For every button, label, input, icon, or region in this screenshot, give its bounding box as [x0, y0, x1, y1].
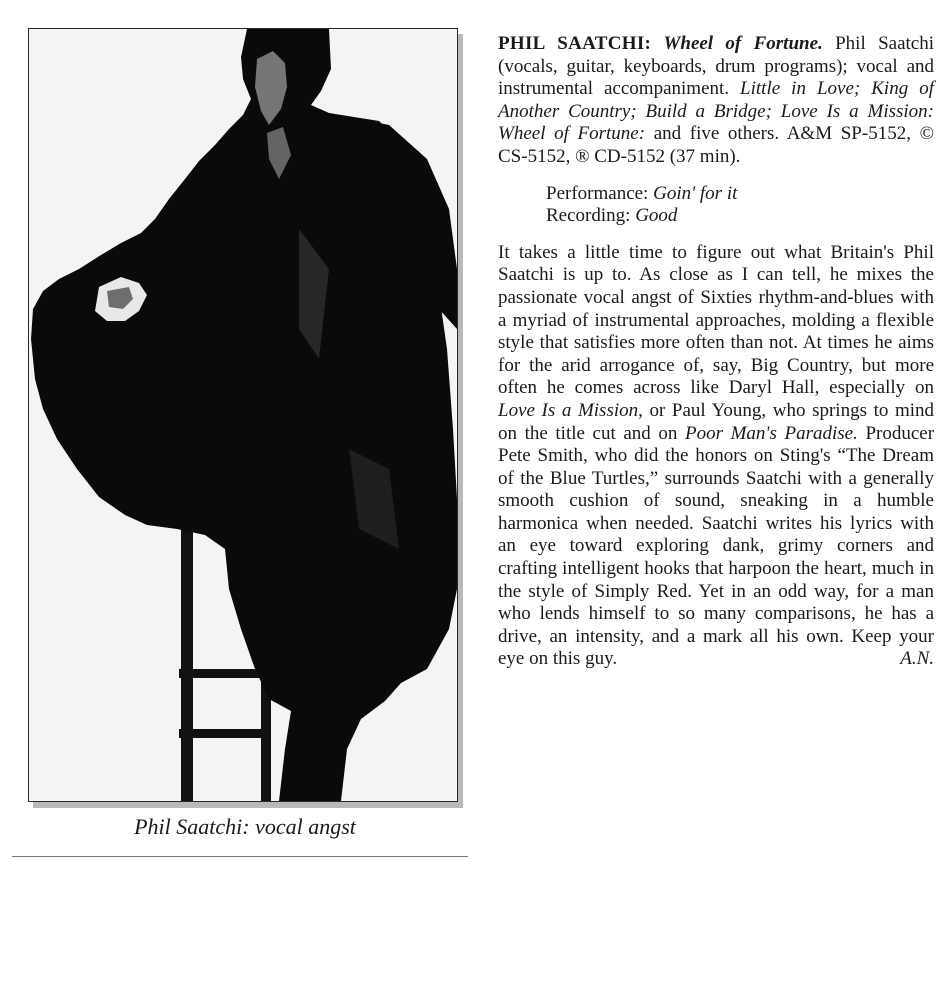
- recording-value: Good: [635, 205, 678, 227]
- ratings-block: [546, 183, 934, 228]
- track-list: Little in Love; King of Another Country; Build a Bridge; Love Is a Mission: Wheel of Fortune:: [498, 78, 934, 145]
- performance-rating: [546, 183, 934, 206]
- review-body: [498, 242, 934, 671]
- body-part-3: Producer Pete Smith, who did the honors on Sting's “The Dream of the Blue Turtles,” surrounds Saatchi with a generally smooth cushion of sound, sneaking in a humble harmonica when needed. Saatchi writes his lyrics with an eye toward exploring dank, grimy corners and crafting intelligent hooks that harpoon the heart, much in the style of Simply Red. Yet in an odd way, for a man who lends himself to so many comparisons, he has a drive, an intensity, and a mark all his own. Keep your eye on this guy.: [498, 422, 935, 670]
- recording-label: Recording:: [546, 205, 631, 227]
- artist-silhouette: [29, 29, 457, 801]
- body-part-1: It takes a little time to figure out what Britain's Phil Saatchi is up to. As close as I can tell, he mixes the passionate vocal angst of Sixties rhythm-and-blues with a myriad of instrumental approaches, molding a flexible style that satisfies more often than not. At times he aims for the arid arrogance of, say, Big Country, but more often he comes across like Daryl Hall, especially on: [498, 241, 934, 399]
- review-article: [498, 33, 934, 671]
- caption-divider: [12, 856, 468, 857]
- recording-rating: [546, 205, 934, 228]
- reviewer-initials: A.N.: [900, 648, 934, 670]
- photo-caption: Phil Saatchi: vocal angst: [134, 814, 356, 839]
- song-title-2: Poor Man's Paradise.: [685, 422, 858, 444]
- artist-photo: [28, 28, 458, 802]
- album-credits: [498, 33, 934, 169]
- body-part-2: , or Paul Young, who springs to mind on the title cut and on: [498, 399, 935, 444]
- performance-label: Performance:: [546, 182, 649, 204]
- song-title-1: Love Is a Mission: [498, 399, 639, 421]
- catalog-info: and five others. A&M SP-5152, © CS-5152, ® CD-5152 (37 min).: [498, 123, 935, 167]
- performance-value: Goin' for it: [653, 182, 738, 204]
- album-title: Wheel of Fortune.: [663, 33, 823, 54]
- credits-text: Phil Saatchi (vocals, guitar, keyboards, drum programs); vocal and instrumental accompaniment.: [498, 33, 934, 100]
- artist-name: PHIL SAATCHI:: [498, 33, 652, 54]
